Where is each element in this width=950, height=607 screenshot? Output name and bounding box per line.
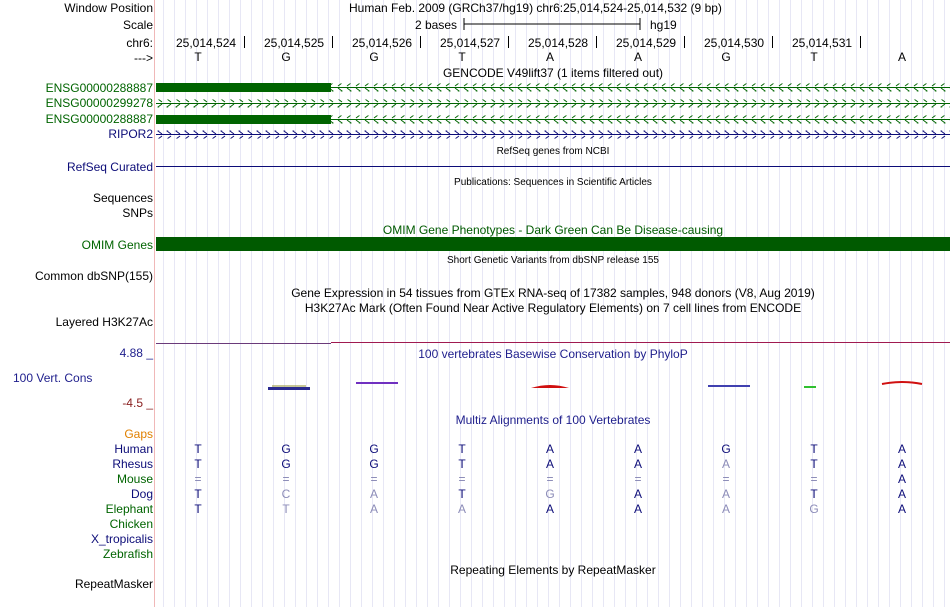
alignment-base: T xyxy=(810,442,818,456)
alignment-base: A xyxy=(633,442,642,456)
alignment-base: = xyxy=(634,472,642,486)
reference-base: G xyxy=(721,50,731,64)
gencode-feature-4 xyxy=(156,131,950,139)
scale-bar xyxy=(462,17,644,31)
omim-track-title: OMIM Gene Phenotypes - Dark Green Can Be Disease-causing xyxy=(382,223,724,237)
multiz-gaps-label[interactable]: Gaps xyxy=(124,427,153,441)
species-label-zebrafish[interactable]: Zebrafish xyxy=(102,547,153,561)
gtex-track-title: Gene Expression in 54 tissues from GTEx RNA-seq of 17382 samples, 948 donors (V8, Aug 2019) xyxy=(291,286,815,300)
alignment-base: T xyxy=(810,457,818,471)
phylop-signal[interactable] xyxy=(156,376,950,396)
reference-base: A xyxy=(897,50,906,64)
gencode-item-1-label[interactable]: ENSG00000288887 xyxy=(45,81,153,95)
alignment-base: G xyxy=(809,502,819,516)
alignment-base: A xyxy=(897,457,906,471)
alignment-base: A xyxy=(545,502,554,516)
gencode-track-title: GENCODE V49lift37 (1 items filtered out) xyxy=(442,66,664,80)
scale-value: 2 bases xyxy=(415,18,458,32)
omim-label[interactable]: OMIM Genes xyxy=(81,238,153,252)
window-position-label: Window Position xyxy=(64,1,153,15)
reference-base: A xyxy=(633,50,642,64)
alignment-base: A xyxy=(897,472,906,486)
alignment-base: T xyxy=(194,502,202,516)
alignment-base: A xyxy=(897,487,906,501)
omim-feature-bar[interactable] xyxy=(156,237,950,251)
reference-base: T xyxy=(810,50,818,64)
scale-label: Scale xyxy=(122,18,153,32)
species-label-mouse[interactable]: Mouse xyxy=(116,472,153,486)
alignment-base: = xyxy=(282,472,290,486)
reference-base: A xyxy=(545,50,554,64)
ruler-tick xyxy=(596,36,597,48)
publications-track-title: Publications: Sequences in Scientific Articles xyxy=(454,177,652,188)
alignment-base: A xyxy=(633,502,642,516)
ruler-position-label: 25,014,527 xyxy=(440,36,501,50)
alignment-base: A xyxy=(897,502,906,516)
phylop-track-title: 100 vertebrates Basewise Conservation by PhyloP xyxy=(418,347,688,361)
dbsnp-track-title: Short Genetic Variants from dbSNP release 155 xyxy=(447,255,659,266)
ruler-tick xyxy=(860,36,861,48)
species-label-x_tropicalis[interactable]: X_tropicalis xyxy=(90,532,153,546)
alignment-base: G xyxy=(721,442,731,456)
reference-base: T xyxy=(458,50,466,64)
alignment-base: A xyxy=(545,457,554,471)
reference-base: G xyxy=(281,50,291,64)
alignment-base: A xyxy=(369,487,378,501)
refseq-feature-line[interactable] xyxy=(156,166,950,167)
alignment-base: A xyxy=(457,502,466,516)
gencode-item-2-label[interactable]: ENSG00000299278 xyxy=(45,96,153,110)
ruler-position-label: 25,014,524 xyxy=(176,36,237,50)
gencode-track-features[interactable] xyxy=(156,79,950,143)
alignment-base: T xyxy=(810,487,818,501)
ruler-tick xyxy=(508,36,509,48)
refseq-label[interactable]: RefSeq Curated xyxy=(66,160,153,174)
left-border-line xyxy=(154,0,155,607)
ruler-position-label: 25,014,526 xyxy=(352,36,413,50)
alignment-base: A xyxy=(545,442,554,456)
ruler-tick xyxy=(684,36,685,48)
h3k27ac-label[interactable]: Layered H3K27Ac xyxy=(55,315,153,329)
strand-label: ---> xyxy=(134,51,153,65)
alignment-base: G xyxy=(545,487,555,501)
ruler-tick xyxy=(332,36,333,48)
gencode-item-3-label[interactable]: ENSG00000288887 xyxy=(45,112,153,126)
alignment-base: = xyxy=(546,472,554,486)
alignment-base: G xyxy=(369,457,379,471)
alignment-base: A xyxy=(633,457,642,471)
alignment-base: = xyxy=(810,472,818,486)
repeatmasker-track-title: Repeating Elements by RepeatMasker xyxy=(450,563,656,577)
alignment-base: T xyxy=(194,457,202,471)
alignment-base: A xyxy=(721,457,730,471)
alignment-base: = xyxy=(194,472,202,486)
gencode-item-4-label[interactable]: RIPOR2 xyxy=(108,127,153,141)
species-label-rhesus[interactable]: Rhesus xyxy=(112,457,153,471)
dbsnp-label[interactable]: Common dbSNP(155) xyxy=(34,269,153,283)
alignment-base: T xyxy=(458,442,466,456)
alignment-base: G xyxy=(281,457,291,471)
alignment-base: A xyxy=(721,502,730,516)
ruler-tick xyxy=(244,36,245,48)
repeatmasker-label[interactable]: RepeatMasker xyxy=(74,577,153,591)
alignment-base: A xyxy=(369,502,378,516)
species-label-dog[interactable]: Dog xyxy=(130,487,153,501)
ruler-position-label: 25,014,531 xyxy=(792,36,853,50)
reference-base: G xyxy=(369,50,379,64)
species-label-human[interactable]: Human xyxy=(114,442,153,456)
ruler-tick xyxy=(772,36,773,48)
alignment-base: A xyxy=(721,487,730,501)
publications-sequences-label[interactable]: Sequences xyxy=(92,191,153,205)
alignment-base: A xyxy=(633,487,642,501)
gencode-feature-1 xyxy=(156,83,950,92)
species-label-chicken[interactable]: Chicken xyxy=(109,517,153,531)
phylop-label[interactable]: 100 Vert. Cons xyxy=(13,371,93,385)
alignment-base: T xyxy=(282,502,290,516)
gencode-feature-3 xyxy=(156,115,950,124)
scale-db: hg19 xyxy=(650,18,677,32)
chrom-label: chr6: xyxy=(126,36,153,50)
alignment-base: A xyxy=(897,442,906,456)
alignment-base: T xyxy=(458,457,466,471)
multiz-track-title: Multiz Alignments of 100 Vertebrates xyxy=(455,413,651,427)
ruler-position-label: 25,014,530 xyxy=(704,36,765,50)
alignment-base: T xyxy=(194,442,202,456)
phylop-max-label: 4.88 _ xyxy=(119,346,153,360)
ruler-tick xyxy=(420,36,421,48)
reference-base: T xyxy=(194,50,202,64)
refseq-track-title: RefSeq genes from NCBI xyxy=(496,146,610,157)
gencode-feature-2 xyxy=(156,100,950,108)
window-position-value: Human Feb. 2009 (GRCh37/hg19) chr6:25,014,524-25,014,532 (9 bp) xyxy=(349,1,722,15)
alignment-base: T xyxy=(194,487,202,501)
alignment-base: C xyxy=(281,487,291,501)
alignment-base: = xyxy=(370,472,378,486)
ruler-position-label: 25,014,529 xyxy=(616,36,677,50)
ruler-position-label: 25,014,525 xyxy=(264,36,325,50)
phylop-min-label: -4.5 _ xyxy=(122,396,153,410)
alignment-base: G xyxy=(281,442,291,456)
h3k27ac-signal[interactable] xyxy=(156,340,950,346)
species-label-elephant[interactable]: Elephant xyxy=(105,502,153,516)
ruler-position-label: 25,014,528 xyxy=(528,36,589,50)
alignment-base: T xyxy=(458,487,466,501)
alignment-base: G xyxy=(369,442,379,456)
alignment-base: = xyxy=(722,472,730,486)
publications-snps-label[interactable]: SNPs xyxy=(122,206,153,220)
alignment-base: = xyxy=(458,472,466,486)
h3k27ac-track-title: H3K27Ac Mark (Often Found Near Active Regulatory Elements) on 7 cell lines from ENCODE xyxy=(304,301,802,315)
